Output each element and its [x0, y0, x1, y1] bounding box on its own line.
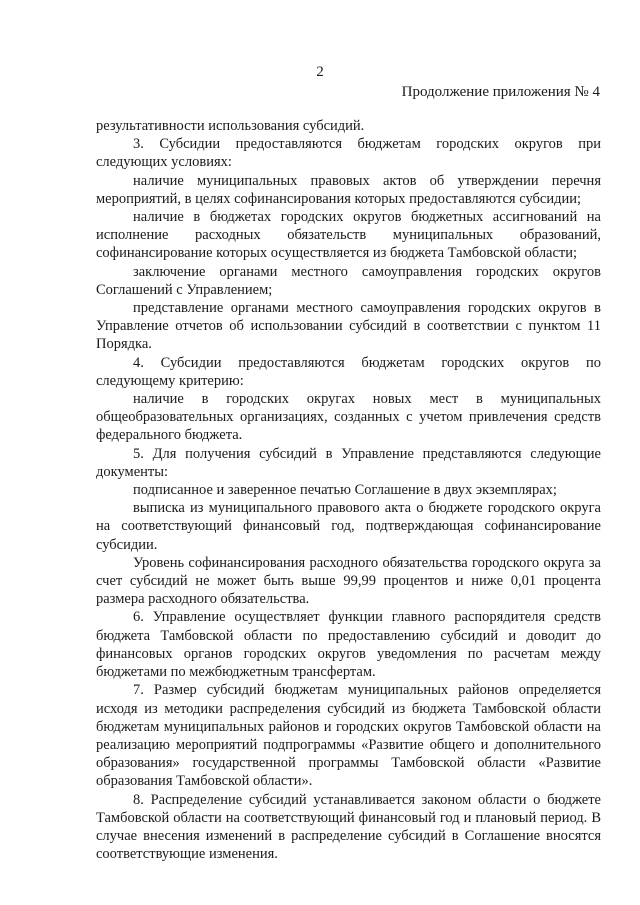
page-number: 2: [316, 64, 324, 80]
paragraph: подписанное и заверенное печатью Соглашение в двух экземплярах;: [133, 482, 557, 499]
paragraph: 8. Распределение субсидий устанавливается законом области о бюджете Тамбовской области на соответствующий финансовый год и плановый период. В случае внесения изменений в распределение субсидий в Соглашение вносятся соответствующие изменения.: [96, 791, 601, 863]
document-body: [96, 117, 601, 863]
paragraph: 7. Размер субсидий бюджетам муниципальных районов определяется исходя из методики распределения субсидий из бюджета Тамбовской области бюджетам муниципальных районов и городских округов Тамбовской области на реализацию мероприятий подпрограммы «Развитие общего и дополнительного образования» государственной программы Тамбовской области «Развитие образования Тамбовской области».: [96, 682, 601, 790]
appendix-header: Продолжение приложения № 4: [401, 84, 600, 100]
paragraph: 6. Управление осуществляет функции главного распорядителя средств бюджета Тамбовской области по предоставлению субсидий и доводит до финансовых органов городских округов уведомления по расчетам между бюджетами по межбюджетным трансфертам.: [96, 609, 601, 681]
paragraph: наличие муниципальных правовых актов об утверждении перечня мероприятий, в целях софинансирования которых предоставляются субсидии;: [96, 172, 601, 207]
paragraph: наличие в бюджетах городских округов бюджетных ассигнований на исполнение расходных обязательств муниципальных образований, софинансирование которых осуществляется из бюджета Тамбовской области;: [96, 209, 601, 262]
paragraph: Уровень софинансирования расходного обязательства городского округа за счет субсидий не может быть выше 99,99 процентов и ниже 0,01 процента размера расходного обязательства.: [96, 554, 601, 608]
paragraph: заключение органами местного самоуправления городских округов Соглашений с Управлением;: [96, 263, 601, 298]
paragraph: представление органами местного самоуправления городских округов в Управление отчетов об использовании субсидий в соответствии с пунктом 11 Порядка.: [96, 300, 601, 353]
paragraph: 5. Для получения субсидий в Управление представляются следующие документы:: [96, 445, 601, 480]
paragraph: 4. Субсидии предоставляются бюджетам городских округов по следующему критерию:: [96, 354, 601, 389]
paragraph: наличие в городских округах новых мест в муниципальных общеобразовательных организациях, созданных с учетом привлечения средств федерального бюджета.: [96, 391, 601, 444]
paragraph: выписка из муниципального правового акта о бюджете городского округа на соответствующий финансовый год, подтверждающая софинансирование субсидии.: [96, 500, 601, 553]
paragraph: 3. Субсидии предоставляются бюджетам городских округов при следующих условиях:: [96, 136, 601, 171]
paragraph: результативности использования субсидий.: [96, 118, 365, 134]
